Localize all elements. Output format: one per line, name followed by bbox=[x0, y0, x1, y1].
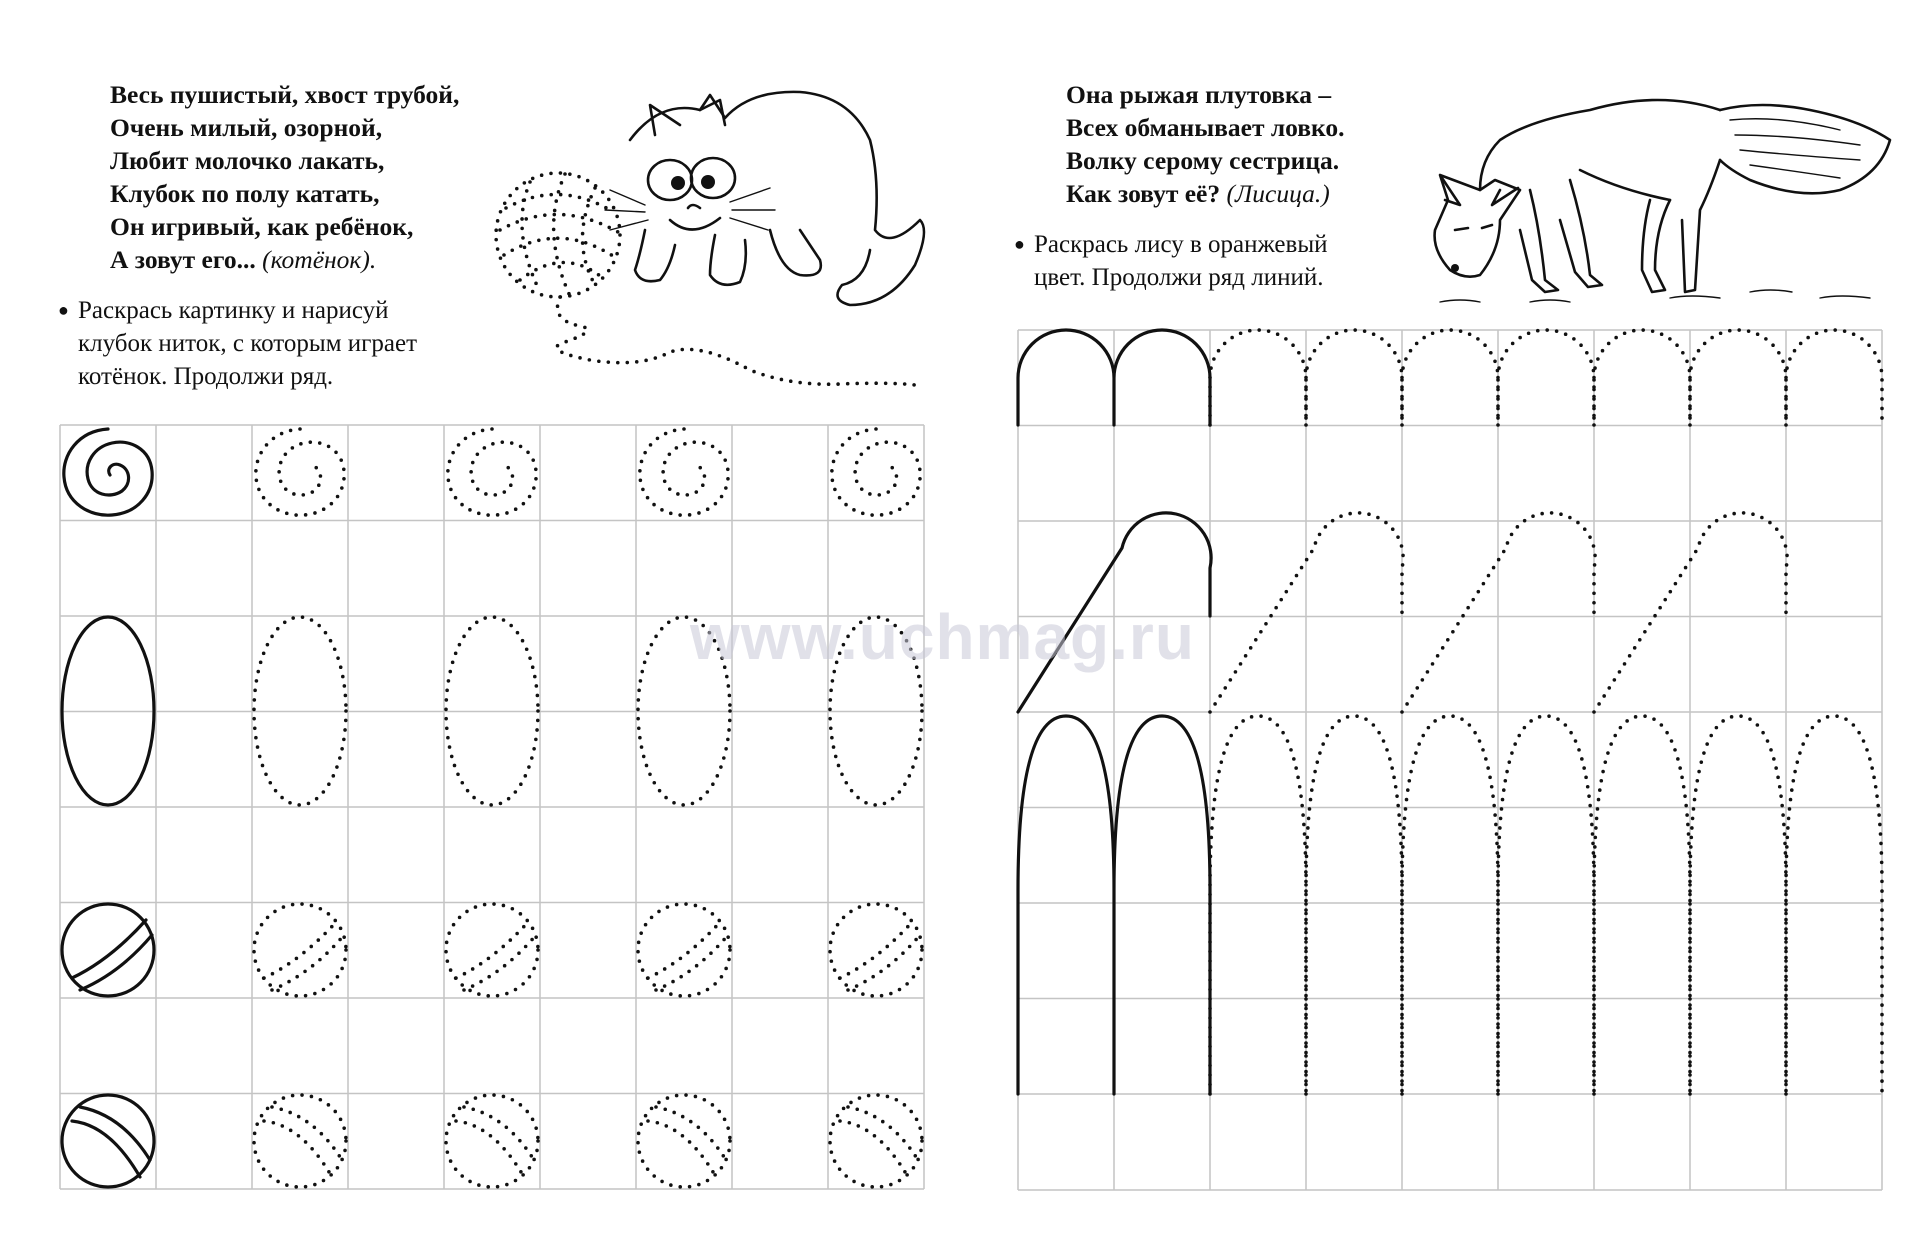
task-line: цвет. Продолжи ряд линий. bbox=[1034, 264, 1324, 291]
grid-lines bbox=[1018, 330, 1882, 1190]
bullet-icon: ● bbox=[1014, 234, 1025, 254]
task-line: Раскрась лису в оранжевый bbox=[1034, 231, 1328, 258]
riddle-last-line bbox=[1066, 177, 1345, 210]
spiral-sample bbox=[64, 429, 152, 515]
fox-riddle bbox=[1066, 78, 1345, 210]
riddle-line: Волку серому сестрица. bbox=[1066, 146, 1340, 175]
right-tracing-grid bbox=[1018, 330, 1882, 1190]
riddle-line: А зовут его... bbox=[110, 245, 256, 274]
tall-arch-row bbox=[1018, 716, 1882, 1094]
riddle-line: Любит молочко лакать, bbox=[110, 146, 385, 175]
small-arch-row bbox=[1018, 330, 1882, 425]
task-line: Раскрась картинку и нарисуй bbox=[78, 297, 389, 324]
ball-sample bbox=[62, 1095, 154, 1187]
riddle-answer: (Лисица.) bbox=[1226, 179, 1330, 208]
task-line: котёнок. Продолжи ряд. bbox=[78, 363, 334, 390]
riddle-line: Всех обманывает ловко. bbox=[1066, 113, 1345, 142]
riddle-line: Клубок по полу катать, bbox=[110, 179, 380, 208]
cat-riddle bbox=[110, 78, 459, 276]
cat-illustration bbox=[470, 80, 930, 400]
spiral-row bbox=[64, 429, 920, 515]
riddle-line: Она рыжая плутовка – bbox=[1066, 80, 1332, 109]
riddle-last-line bbox=[110, 243, 459, 276]
riddle-line: Весь пушистый, хвост трубой, bbox=[110, 80, 460, 109]
ball-sample bbox=[62, 904, 154, 996]
riddle-line: Очень милый, озорной, bbox=[110, 113, 383, 142]
riddle-answer: (котёнок). bbox=[262, 245, 377, 274]
fox-illustration bbox=[1420, 80, 1900, 310]
riddle-line: Он игривый, как ребёнок, bbox=[110, 212, 414, 241]
riddle-line: Как зовут её? bbox=[1066, 179, 1221, 208]
yarn-ball-icon bbox=[496, 173, 915, 385]
bullet-icon: ● bbox=[58, 300, 69, 320]
cat-task bbox=[58, 294, 418, 393]
striped-ball-row-1 bbox=[62, 904, 922, 996]
striped-ball-row-2 bbox=[62, 1095, 922, 1187]
fox-task bbox=[1014, 228, 1328, 294]
task-line: клубок ниток, с которым играет bbox=[78, 330, 418, 357]
left-tracing-grid bbox=[60, 425, 924, 1189]
grid-lines bbox=[60, 425, 924, 1189]
watermark: www.uchmag.ru bbox=[690, 601, 1195, 673]
